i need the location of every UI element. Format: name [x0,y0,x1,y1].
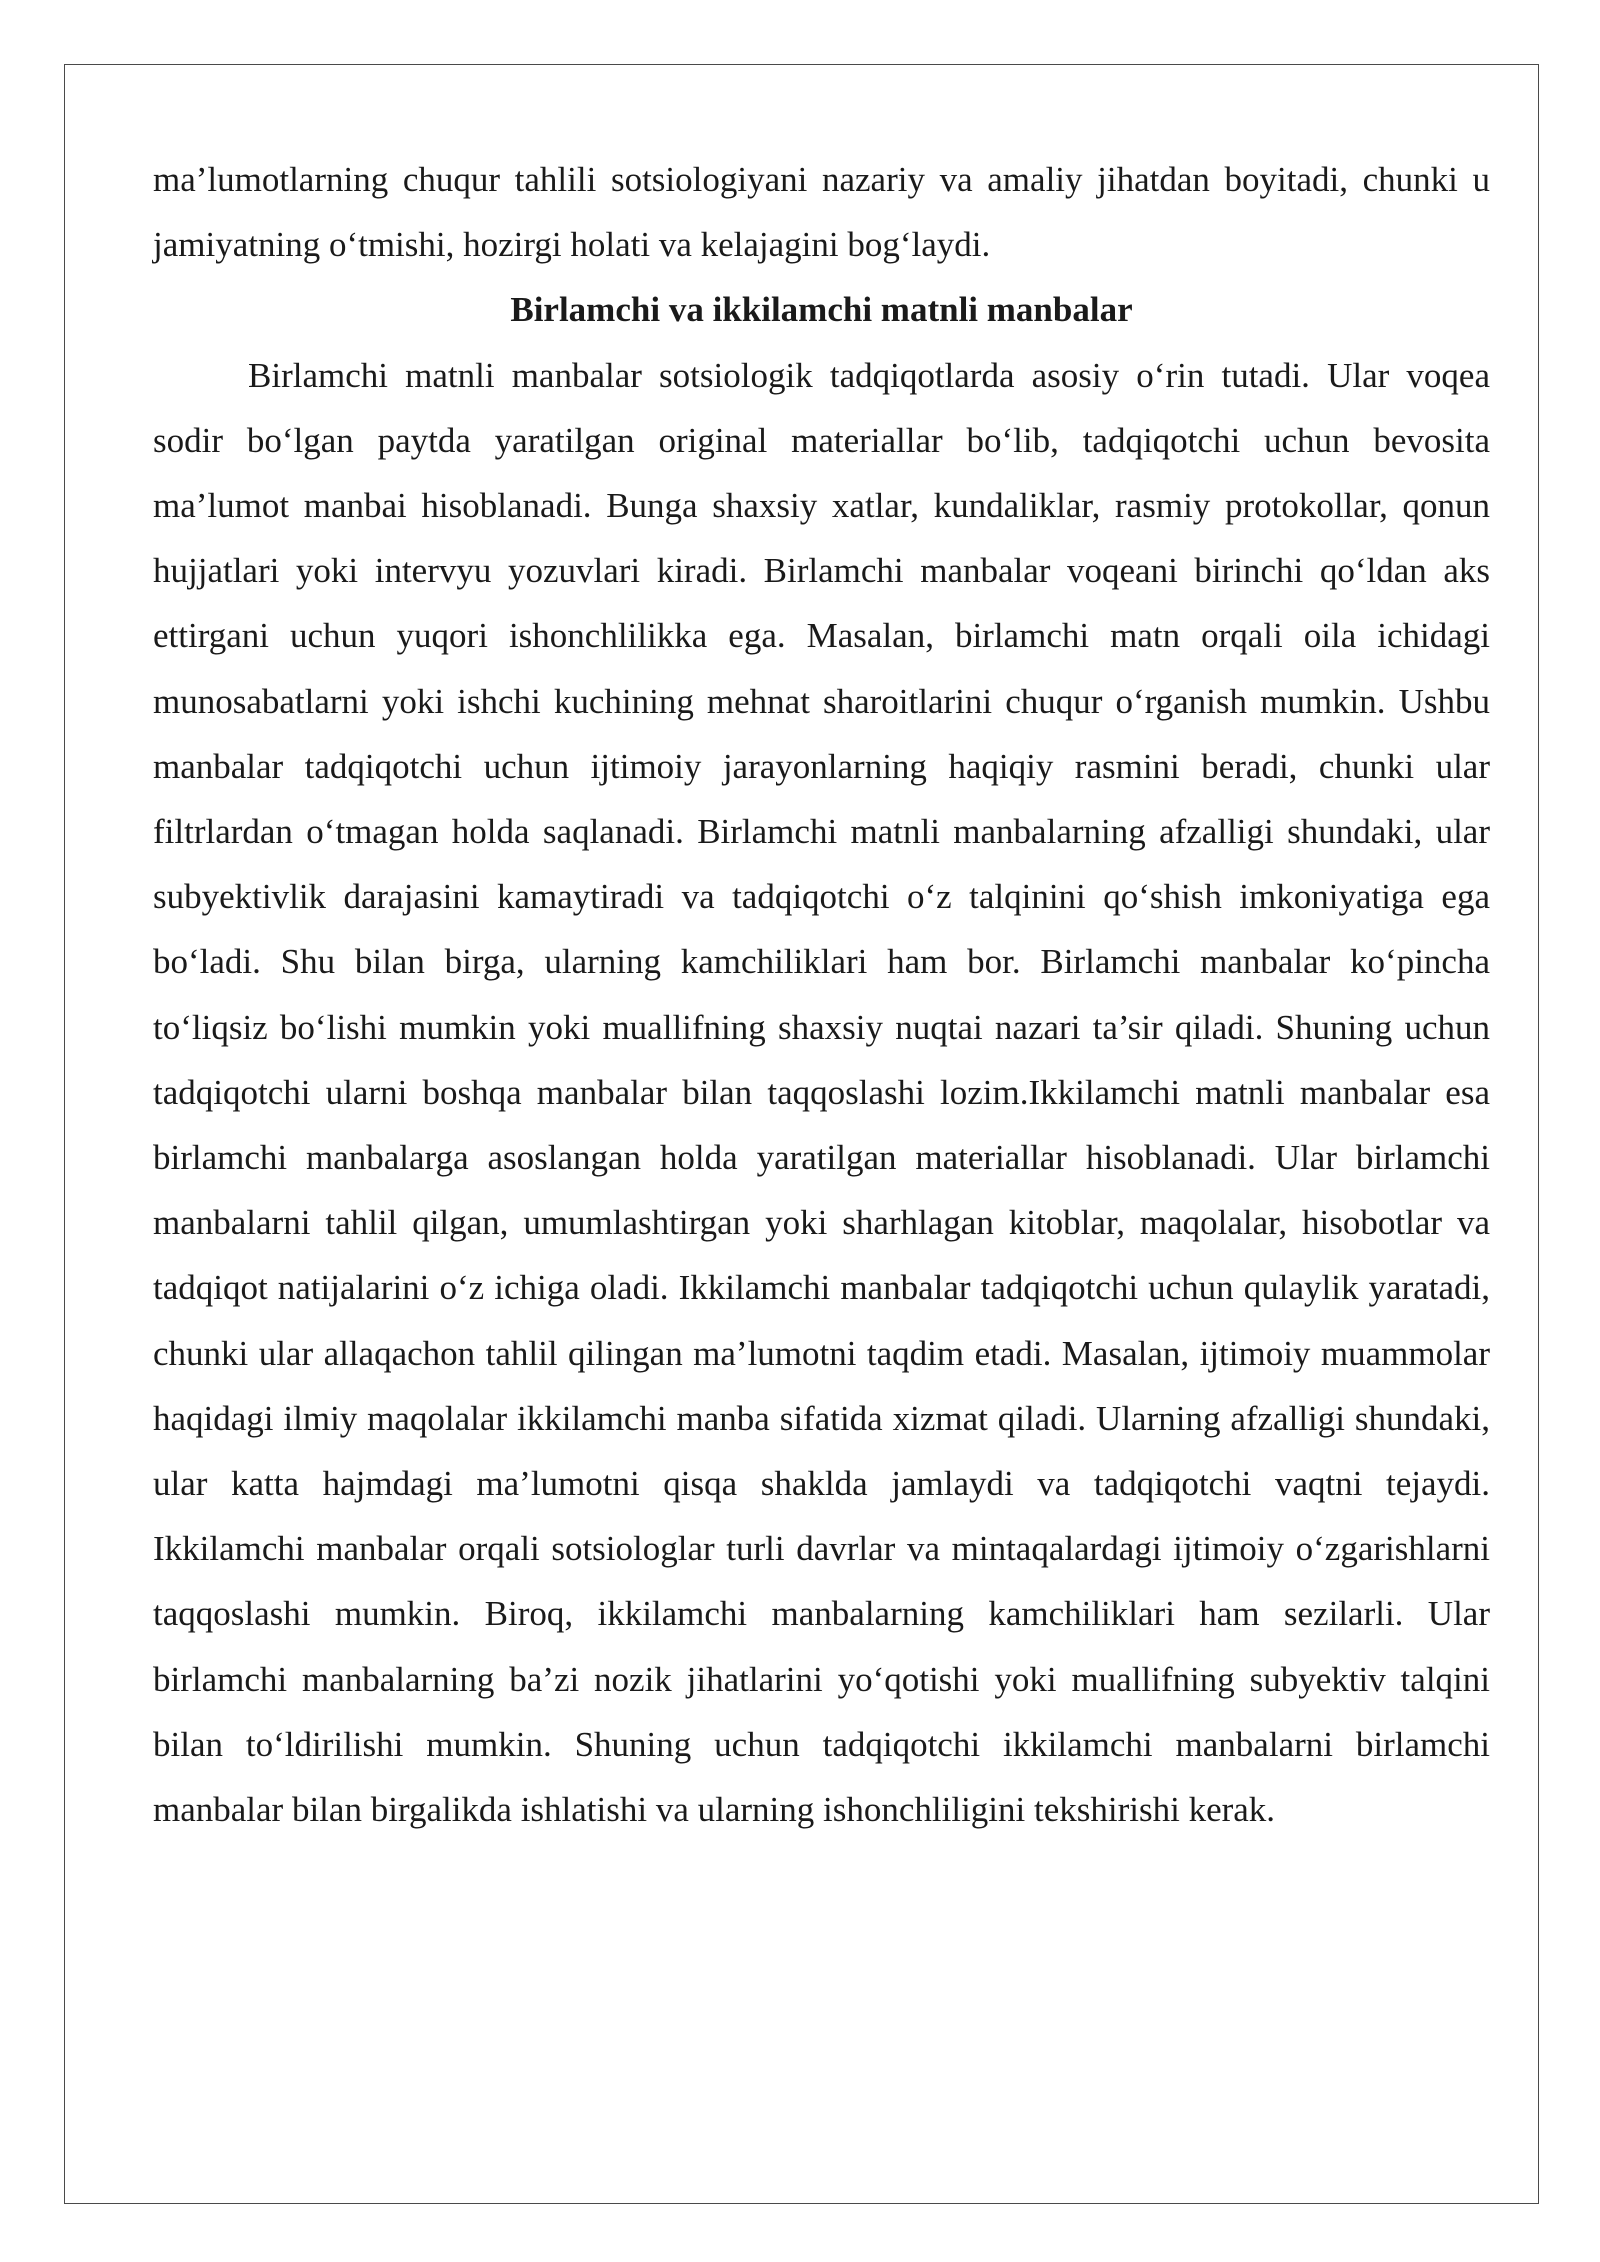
continuation-paragraph: ma’lumotlarning chuqur tahlili sotsiologiyani nazariy va amaliy jihatdan boyitadi, chunki u jamiyatning o‘tmishi, hozirgi holati va kelajagini bog‘laydi. [153,160,1490,265]
document-body [153,147,1490,1842]
body-paragraph: Birlamchi matnli manbalar sotsiologik tadqiqotlarda asosiy o‘rin tutadi. Ular voqea sodir bo‘lgan paytda yaratilgan original materiallar bo‘lib, tadqiqotchi uchun bevosita ma’lumot manbai hisoblanadi. Bunga shaxsiy xatlar, kundaliklar, rasmiy protokollar, qonun hujjatlari yoki intervyu yozuvlari kiradi. Birlamchi manbalar voqeani birinchi qo‘ldan aks ettirgani uchun yuqori ishonchlilikka ega. Masalan, birlamchi matn orqali oila ichidagi munosabatlarni yoki ishchi kuchining mehnat sharoitlarini chuqur o‘rganish mumkin. Ushbu manbalar tadqiqotchi uchun ijtimoiy jarayonlarning haqiqiy rasmini beradi, chunki ular filtrlardan o‘tmagan holda saqlanadi. Birlamchi matnli manbalarning afzalligi shundaki, ular subyektivlik darajasini kamaytiradi va tadqiqotchi o‘z talqinini qo‘shish imkoniyatiga ega bo‘ladi. Shu bilan birga, ularning kamchiliklari ham bor. Birlamchi manbalar ko‘pincha to‘liqsiz bo‘lishi mumkin yoki muallifning shaxsiy nuqtai nazari ta’sir qiladi. Shuning uchun tadqiqotchi ularni boshqa manbalar bilan taqqoslashi lozim.Ikkilamchi matnli manbalar esa birlamchi manbalarga asoslangan holda yaratilgan materiallar hisoblanadi. Ular birlamchi manbalarni tahlil qilgan, umumlashtirgan yoki sharhlagan kitoblar, maqolalar, hisobotlar va tadqiqot natijalarini o‘z ichiga oladi. Ikkilamchi manbalar tadqiqotchi uchun qulaylik yaratadi, chunki ular allaqachon tahlil qilingan ma’lumotni taqdim etadi. Masalan, ijtimoiy muammolar haqidagi ilmiy maqolalar ikkilamchi manba sifatida xizmat qiladi. Ularning afzalligi shundaki, ular katta hajmdagi ma’lumotni qisqa shaklda jamlaydi va tadqiqotchi vaqtni tejaydi. Ikkilamchi manbalar orqali sotsiologlar turli davrlar va mintaqalardagi ijtimoiy o‘zgarishlarni taqqoslashi mumkin. Biroq, ikkilamchi manbalarning kamchiliklari ham sezilarli. Ular birlamchi manbalarning ba’zi nozik jihatlarini yo‘qotishi yoki muallifning subyektiv talqini bilan to‘ldirilishi mumkin. Shuning uchun tadqiqotchi ikkilamchi manbalarni birlamchi manbalar bilan birgalikda ishlatishi va ularning ishonchliligini tekshirishi kerak. [153,355,1490,1830]
section-heading: Birlamchi va ikkilamchi matnli manbalar [510,290,1133,330]
